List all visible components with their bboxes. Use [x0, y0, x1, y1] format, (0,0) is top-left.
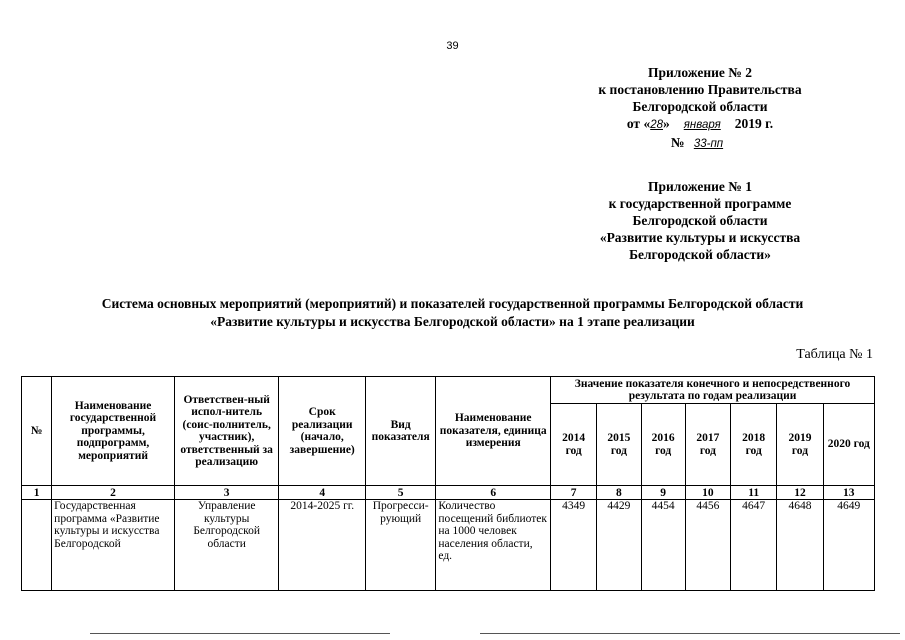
- row-executor: Управление культуры Белгородской области: [174, 500, 279, 591]
- row-value: 4456: [685, 500, 730, 591]
- row-value: 4349: [551, 500, 597, 591]
- appendix-2-number: [530, 134, 870, 153]
- appendix-1-title: Приложение № 1: [648, 179, 752, 194]
- indicators-table: [21, 376, 875, 591]
- header-values-group: Значение показателя конечного и непосредственного результата по годам реализации: [551, 377, 875, 404]
- number-value: 33-пп: [693, 138, 724, 150]
- title-line-2: «Развитие культуры и искусства Белгородской области» на 1 этапе реализации: [210, 314, 695, 329]
- row-value: 4648: [777, 500, 823, 591]
- page-number: 39: [446, 40, 459, 52]
- title-line-1: Система основных мероприятий (мероприятий) и показателей государственной программы Белгородской области: [101, 296, 804, 311]
- date-month: января: [683, 119, 721, 131]
- column-number: 9: [641, 486, 685, 500]
- appendix-2-line: к постановлению Правительства: [598, 82, 802, 97]
- row-indicator: Количество посещений библиотек на 1000 человек населения области, ед.: [436, 500, 551, 591]
- appendix-2-date: [530, 115, 870, 134]
- column-number: 2: [52, 486, 175, 500]
- row-no: [22, 500, 52, 591]
- row-name: Государственная программа «Развитие культуры и искусства Белгородской: [52, 500, 175, 591]
- document-title: [0, 295, 905, 331]
- header-kind: Вид показателя: [365, 377, 435, 486]
- header-year: 2014 год: [551, 404, 597, 486]
- appendix-1-block: [530, 178, 870, 263]
- header-year: 2018 год: [731, 404, 777, 486]
- column-number: 12: [777, 486, 823, 500]
- column-number: 5: [365, 486, 435, 500]
- column-number: 7: [551, 486, 597, 500]
- column-number: 8: [597, 486, 641, 500]
- header-term: Срок реализации (начало, завершение): [279, 377, 366, 486]
- column-number: 11: [731, 486, 777, 500]
- appendix-2-line: Белгородской области: [632, 99, 768, 114]
- appendix-1-line: к государственной программе: [608, 196, 792, 211]
- column-number-row: [22, 486, 875, 500]
- header-name: Наименование государственной программы, подпрограмм, мероприятий: [52, 377, 175, 486]
- row-value: 4454: [641, 500, 685, 591]
- date-day: 28: [650, 119, 663, 131]
- column-number: 4: [279, 486, 366, 500]
- appendix-2-title: Приложение № 2: [648, 65, 752, 80]
- appendix-1-line: «Развитие культуры и искусства: [599, 230, 801, 245]
- date-mid: »: [663, 116, 670, 131]
- number-prefix: №: [670, 135, 685, 150]
- table-label: Таблица № 1: [796, 347, 873, 362]
- header-year: 2017 год: [685, 404, 730, 486]
- date-prefix: от «: [626, 116, 651, 131]
- header-indicator: Наименование показателя, единица измерения: [436, 377, 551, 486]
- date-year: 2019 г.: [734, 116, 774, 131]
- appendix-1-line: Белгородской области: [632, 213, 768, 228]
- row-term: 2014-2025 гг.: [279, 500, 366, 591]
- column-number: 6: [436, 486, 551, 500]
- row-value: 4429: [597, 500, 641, 591]
- row-value: 4647: [731, 500, 777, 591]
- column-number: 10: [685, 486, 730, 500]
- header-year: 2016 год: [641, 404, 685, 486]
- header-year: 2020 год: [823, 404, 874, 486]
- bottom-divider: [90, 633, 390, 634]
- appendix-2-block: [530, 64, 870, 153]
- header-no: №: [22, 377, 52, 486]
- bottom-divider: [480, 633, 900, 634]
- header-year: 2019 год: [777, 404, 823, 486]
- row-kind: Прогресси-рующий: [365, 500, 435, 591]
- column-number: 3: [174, 486, 279, 500]
- column-number: 13: [823, 486, 874, 500]
- column-number: 1: [22, 486, 52, 500]
- appendix-1-line: Белгородской области»: [629, 247, 771, 262]
- table-row: [22, 500, 875, 591]
- header-executor: Ответствен-ный испол-нитель (соис-полнитель, участник), ответственный за реализацию: [174, 377, 279, 486]
- header-year: 2015 год: [597, 404, 641, 486]
- row-value: 4649: [823, 500, 874, 591]
